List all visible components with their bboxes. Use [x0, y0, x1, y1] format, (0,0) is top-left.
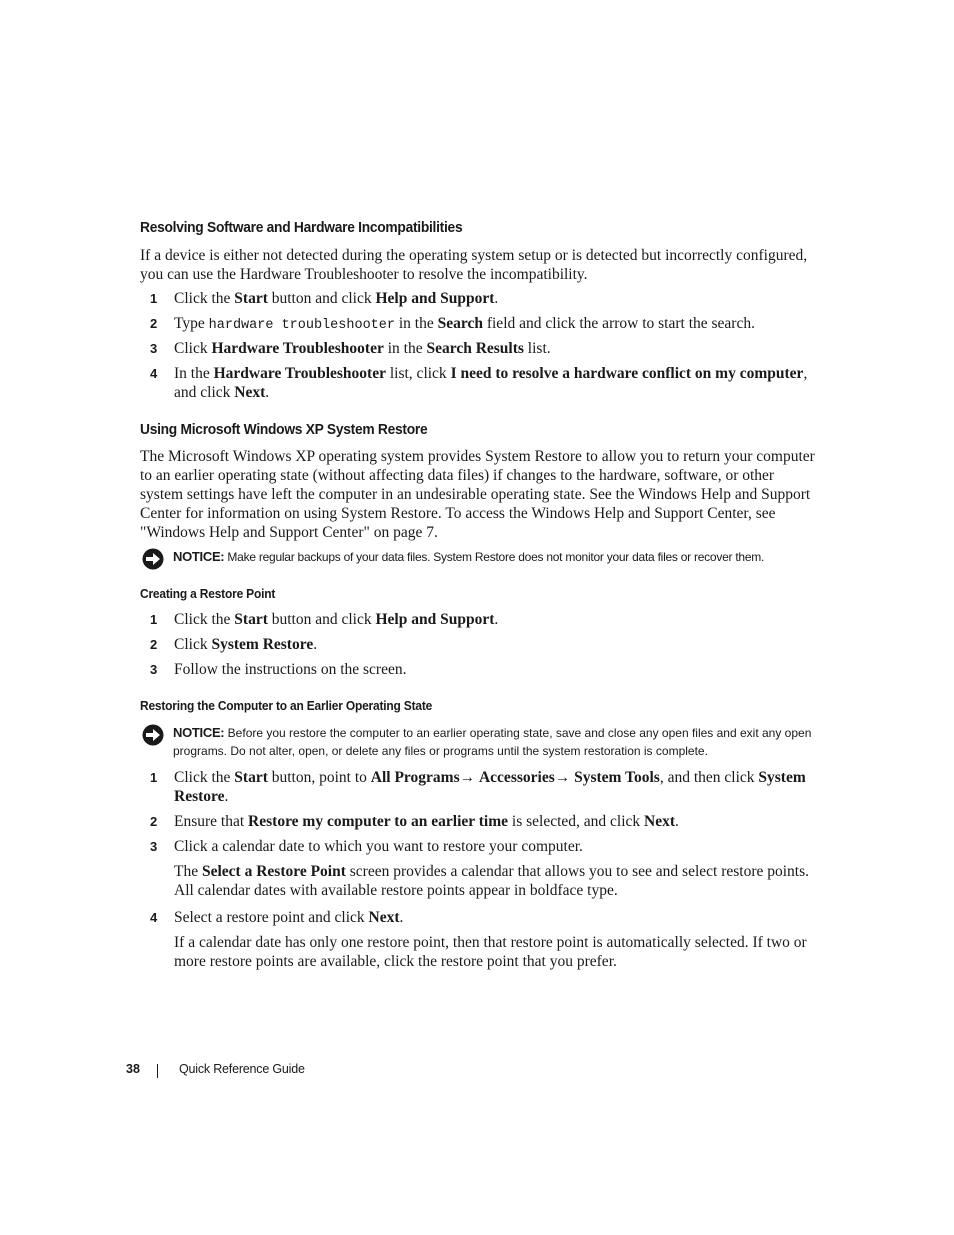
text-run: field and click the arrow to start the search.: [482, 315, 755, 332]
ui-term: Search Results: [426, 340, 524, 357]
ui-term: Hardware Troubleshooter: [213, 365, 386, 382]
typed-text: hardware troubleshooter: [208, 318, 395, 333]
notice-label: NOTICE:: [173, 549, 225, 564]
text-run: Click: [174, 636, 212, 653]
text-run: button, point to: [267, 769, 371, 786]
section-heading-incompatibilities: Resolving Software and Hardware Incompatibilities: [140, 219, 463, 236]
text-run: button and click: [267, 611, 376, 628]
step-4-detail: [174, 933, 819, 971]
step-text: [174, 364, 819, 402]
step-text: [174, 908, 819, 927]
text-run: Click the: [174, 290, 235, 307]
step-number: 4: [150, 366, 158, 381]
text-run: →: [459, 769, 479, 786]
text-run: screen provides a calendar that allows you to see and select restore points. All calendar dates with available restore points appear in boldface type.: [174, 863, 810, 899]
step-number: 1: [150, 612, 158, 627]
ui-term: Help and Support: [375, 290, 495, 307]
step-text: [174, 635, 819, 654]
ui-term: All Programs: [370, 769, 460, 786]
text-run: Ensure that: [174, 813, 249, 830]
notice-body: Make regular backups of your data files. System Restore does not monitor your data files or recover them.: [224, 550, 765, 564]
text-run: , and then click: [659, 769, 759, 786]
step-text: [174, 314, 819, 335]
ui-term: I need to resolve a hardware conflict on my computer: [450, 365, 804, 382]
step-number: 1: [150, 291, 158, 306]
text-run: Click the: [174, 769, 235, 786]
ui-term: Start: [234, 290, 268, 307]
step-text: [174, 812, 819, 831]
step-text: [174, 660, 819, 679]
ui-term: System Tools: [574, 769, 660, 786]
text-run: .: [399, 909, 404, 926]
section-heading-system-restore: Using Microsoft Windows XP System Restore: [140, 421, 428, 438]
ui-term: Next: [644, 813, 676, 830]
text-run: Select a restore point and click: [174, 909, 369, 926]
text-run: list, click: [385, 365, 451, 382]
step-number: 2: [150, 316, 158, 331]
step-number: 2: [150, 637, 158, 652]
text-run: Type: [174, 315, 209, 332]
text-run: Click the: [174, 611, 235, 628]
step-number: 2: [150, 814, 158, 829]
footer-divider: [157, 1064, 158, 1078]
ui-term: Next: [368, 909, 400, 926]
ui-term: Hardware Troubleshooter: [211, 340, 384, 357]
page-number: 38: [126, 1062, 140, 1076]
text-run: Click: [174, 340, 212, 357]
ui-term: Search: [437, 315, 483, 332]
text-run: , and click: [174, 365, 808, 401]
text-run: .: [494, 290, 499, 307]
step-3-detail: [174, 862, 819, 900]
text-run: list.: [523, 340, 551, 357]
ui-term: Start: [234, 769, 268, 786]
step-text: [174, 610, 819, 629]
text-run: →: [554, 769, 575, 786]
ui-term: System Restore: [211, 636, 314, 653]
step-number: 4: [150, 910, 158, 925]
notice-text: [173, 724, 818, 760]
ui-term: Next: [234, 384, 266, 401]
text-run: .: [224, 788, 229, 805]
text-run: If a calendar date has only one restore point, then that restore point is automatically selected. If two or more restore points are available, click the restore point that you prefer.: [174, 934, 807, 970]
text-run: The: [174, 863, 202, 880]
notice-text: [173, 548, 818, 566]
ui-term: Select a Restore Point: [201, 863, 346, 880]
ui-term: System Restore: [174, 769, 806, 805]
ui-term: Restore my computer to an earlier time: [248, 813, 509, 830]
text-run: .: [494, 611, 499, 628]
ui-term: Accessories: [478, 769, 555, 786]
text-run: Follow the instructions on the screen.: [174, 661, 407, 678]
incompatibilities-intro: If a device is either not detected during the operating system setup or is detected but incorrectly configured, you can use the Hardware Troubleshooter to resolve the incompatibility.: [140, 247, 808, 283]
text-run: button and click: [267, 290, 376, 307]
step-text: [174, 289, 819, 308]
ui-term: Start: [234, 611, 268, 628]
step-number: 1: [150, 770, 158, 785]
ui-term: Help and Support: [375, 611, 495, 628]
step-text: [174, 837, 819, 856]
step-number: 3: [150, 662, 158, 677]
step-number: 3: [150, 839, 158, 854]
step-number: 3: [150, 341, 158, 356]
text-run: .: [313, 636, 318, 653]
notice-body: Before you restore the computer to an earlier operating state, save and close any open files and exit any open programs. Do not alter, open, or delete any files or programs until the system restoration is complete.: [173, 726, 812, 758]
system-restore-intro: The Microsoft Windows XP operating system provides System Restore to allow you to return your computer to an earlier operating state (without affecting data files) if changes to the hardware, software, or other system settings have left the computer in an undesirable operating state. See the Windows Help and Support Center for information on using System Restore. To access the Windows Help and Support Center, see "Windows Help and Support Center" on page 7.: [140, 448, 815, 541]
subheading-creating-restore-point: Creating a Restore Point: [140, 586, 276, 601]
notice-arrow-icon: [142, 724, 164, 746]
footer-title: Quick Reference Guide: [179, 1062, 305, 1076]
text-run: In the: [174, 365, 214, 382]
text-run: is selected, and click: [508, 813, 645, 830]
text-run: in the: [383, 340, 427, 357]
step-text: [174, 768, 819, 806]
text-run: .: [265, 384, 270, 401]
step-text: [174, 339, 819, 358]
text-run: Click a calendar date to which you want to restore your computer.: [174, 838, 583, 855]
notice-arrow-icon: [142, 548, 164, 570]
notice-label: NOTICE:: [173, 725, 225, 740]
text-run: in the: [394, 315, 438, 332]
subheading-restoring-computer: Restoring the Computer to an Earlier Operating State: [140, 698, 433, 713]
text-run: .: [675, 813, 679, 830]
